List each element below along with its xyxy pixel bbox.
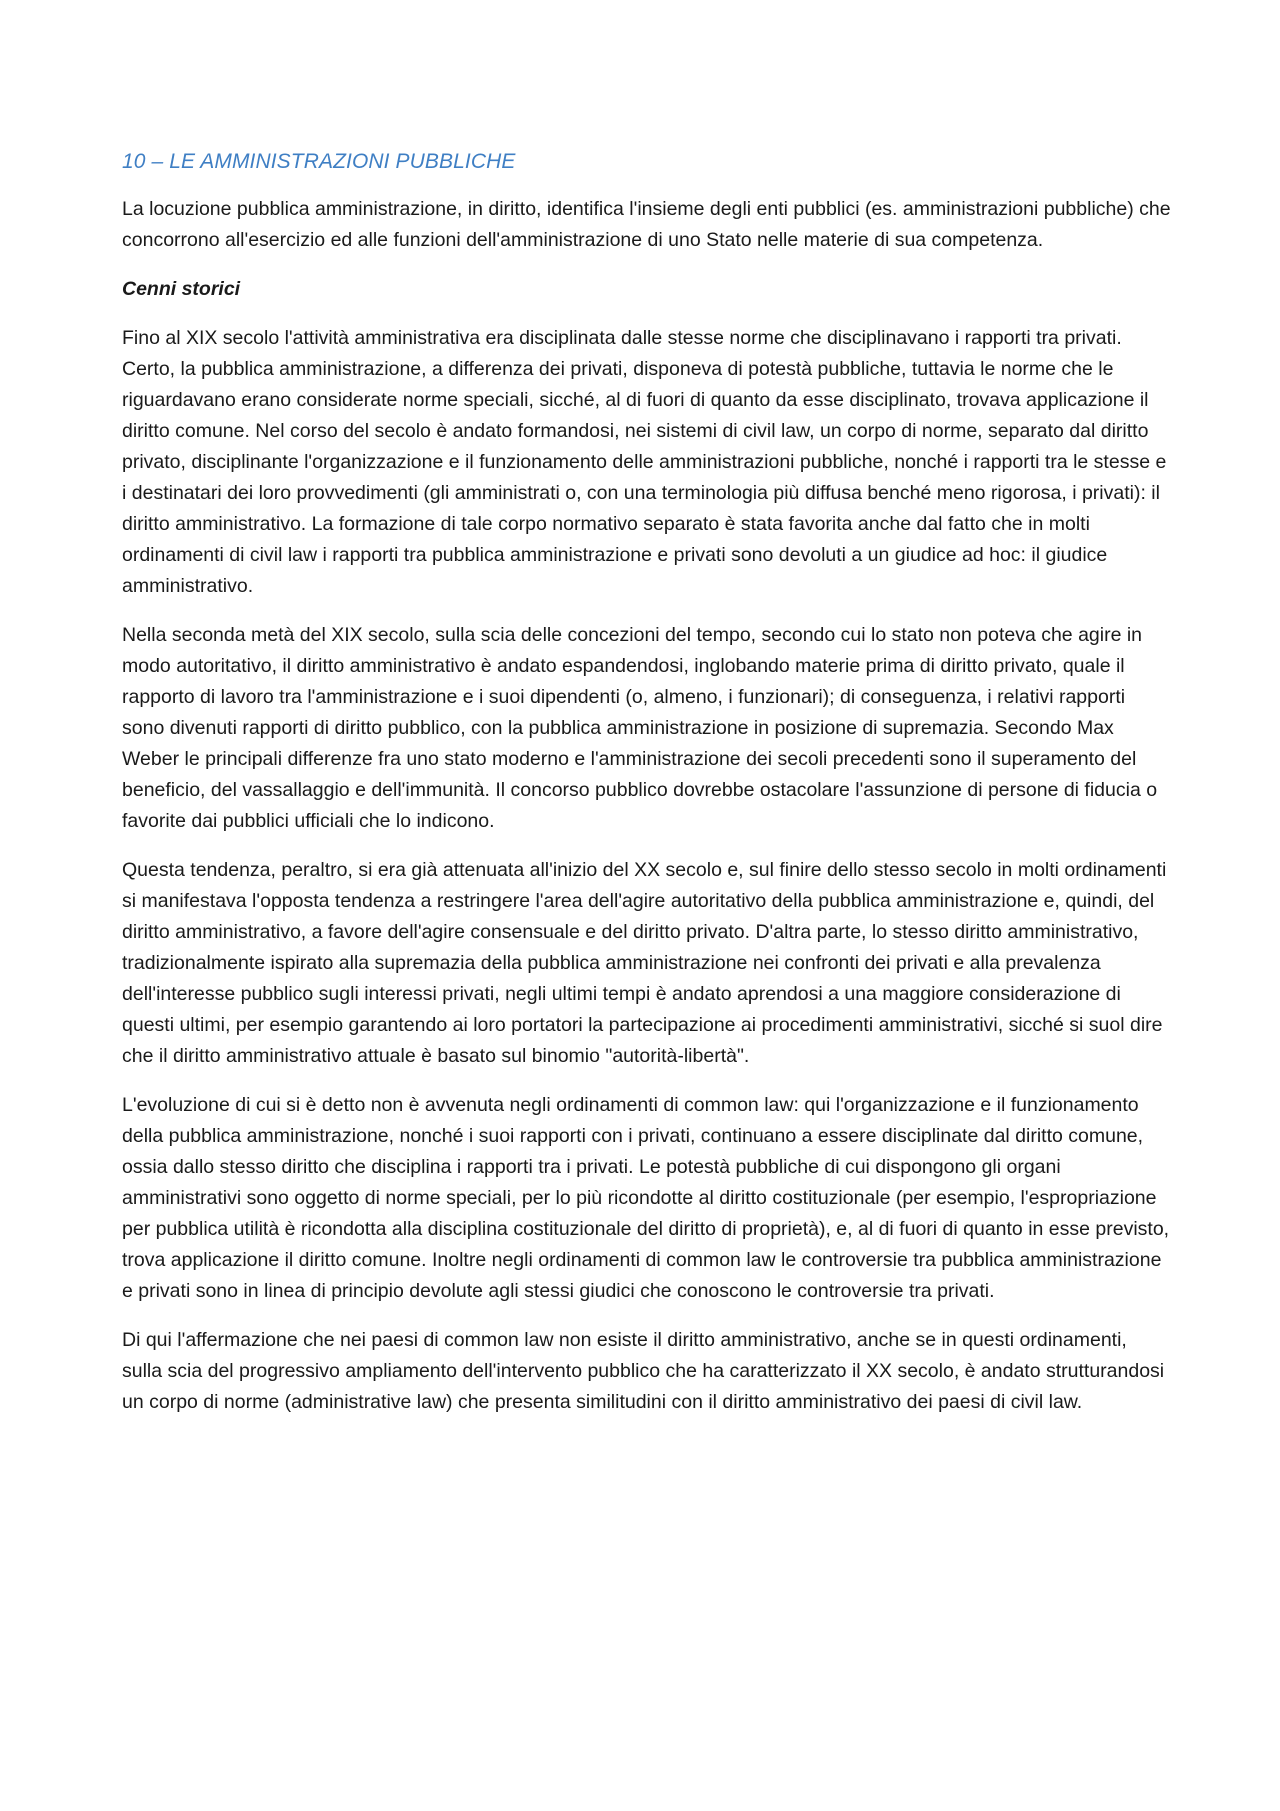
body-paragraph-4: L'evoluzione di cui si è detto non è avvenuta negli ordinamenti di common law: qui l'organizzazione e il funzionamento della pubblica amministrazione, nonché i suoi rapporti con i privati, continuano a essere disciplinate dal diritto comune, ossia dallo stesso diritto che disciplina i rapporti tra i privati. Le potestà pubbliche di cui dispongono gli organi amministrativi sono oggetto di norme speciali, per lo più ricondotte al diritto costituzionale (per esempio, l'espropriazione per pubblica utilità è ricondotta alla disciplina costituzionale del diritto di proprietà), e, al di fuori di quanto in esse previsto, trova applicazione il diritto comune. Inoltre negli ordinamenti di common law le controversie tra pubblica amministrazione e privati sono in linea di principio devolute agli stessi giudici che conoscono le controversie tra privati. (122, 1094, 1170, 1302)
body-paragraph-3: Questa tendenza, peraltro, si era già attenuata all'inizio del XX secolo e, sul finire dello stesso secolo in molti ordinamenti si manifestava l'opposta tendenza a restringere l'area dell'agire autoritativo della pubblica amministrazione e, quindi, del diritto amministrativo, a favore dell'agire consensuale e del diritto privato. D'altra parte, lo stesso diritto amministrativo, tradizionalmente ispirato alla supremazia della pubblica amministrazione nei confronti dei privati e alla prevalenza dell'interesse pubblico sugli interessi privati, negli ultimi tempi è andato aprendosi a una maggiore considerazione di questi ultimi, per esempio garantendo ai loro portatori la partecipazione ai procedimenti amministrativi, sicché si suol dire che il diritto amministrativo attuale è basato sul binomio "autorità-libertà". (122, 859, 1167, 1067)
document-page (122, 150, 1172, 1436)
body-paragraph-5: Di qui l'affermazione che nei paesi di common law non esiste il diritto amministrativo, anche se in questi ordinamenti, sulla scia del progressivo ampliamento dell'intervento pubblico che ha caratterizzato il XX secolo, è andato strutturandosi un corpo di norme (administrative law) che presenta similitudini con il diritto amministrativo dei paesi di civil law. (122, 1329, 1165, 1413)
section-heading: 10 – LE AMMINISTRAZIONI PUBBLICHE (122, 150, 516, 173)
body-paragraph-1: Fino al XIX secolo l'attività amministrativa era disciplinata dalle stesse norme che disciplinavano i rapporti tra privati. Certo, la pubblica amministrazione, a differenza dei privati, disponeva di potestà pubbliche, tuttavia le norme che le riguardavano erano considerate norme speciali, sicché, al di fuori di quanto da esse disciplinato, trovava applicazione il diritto comune. Nel corso del secolo è andato formandosi, nei sistemi di civil law, un corpo di norme, separato dal diritto privato, disciplinante l'organizzazione e il funzionamento delle amministrazioni pubbliche, nonché i rapporti tra le stesse e i destinatari dei loro provvedimenti (gli amministrati o, con una terminologia più diffusa benché meno rigorosa, i privati): il diritto amministrativo. La formazione di tale corpo normativo separato è stata favorita anche dal fatto che in molti ordinamenti di civil law i rapporti tra pubblica amministrazione e privati sono devoluti a un giudice ad hoc: il giudice amministrativo. (122, 327, 1167, 597)
subheading-cenni-storici: Cenni storici (122, 278, 241, 300)
intro-paragraph: La locuzione pubblica amministrazione, in diritto, identifica l'insieme degli enti pubblici (es. amministrazioni pubbliche) che concorrono all'esercizio ed alle funzioni dell'amministrazione di uno Stato nelle materie di sua competenza. (122, 198, 1171, 251)
body-paragraph-2: Nella seconda metà del XIX secolo, sulla scia delle concezioni del tempo, secondo cui lo stato non poteva che agire in modo autoritativo, il diritto amministrativo è andato espandendosi, inglobando materie prima di diritto privato, quale il rapporto di lavoro tra l'amministrazione e i suoi dipendenti (o, almeno, i funzionari); di conseguenza, i relativi rapporti sono divenuti rapporti di diritto pubblico, con la pubblica amministrazione in posizione di supremazia. Secondo Max Weber le principali differenze fra uno stato moderno e l'amministrazione dei secoli precedenti sono il superamento del beneficio, del vassallaggio e dell'immunità. Il concorso pubblico dovrebbe ostacolare l'assunzione di persone di fiducia o favorite dai pubblici ufficiali che lo indicono. (122, 624, 1158, 832)
